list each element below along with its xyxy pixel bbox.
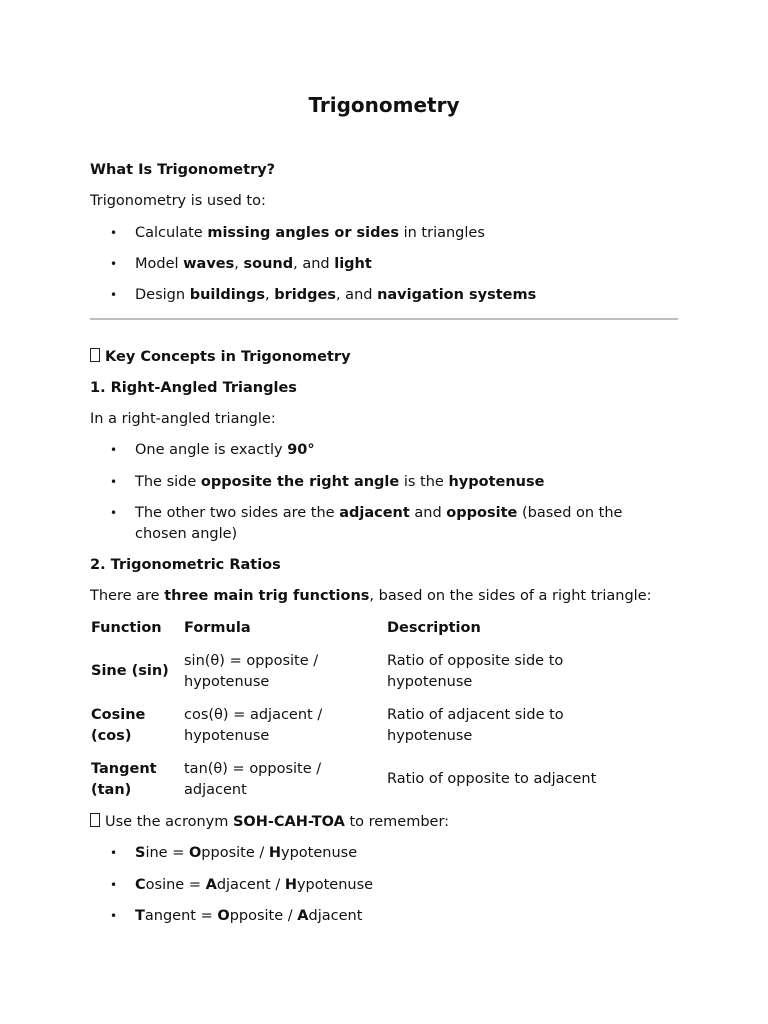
missing-glyph-icon bbox=[90, 813, 100, 827]
section1-bullet: • The side opposite the right angle is the hypotenuse bbox=[135, 472, 683, 493]
intro-bullet: • Model waves, sound, and light bbox=[135, 254, 683, 275]
table-header-description: Description bbox=[387, 620, 481, 636]
table-cell-function: Sine (sin) bbox=[91, 663, 169, 679]
acronym-bullet: • Tangent = Opposite / Adjacent bbox=[135, 906, 683, 927]
table-cell-formula: cos(θ) = adjacent / hypotenuse bbox=[184, 707, 323, 744]
section1-bullet: • One angle is exactly 90° bbox=[135, 440, 683, 461]
table-cell-formula: tan(θ) = opposite / adjacent bbox=[184, 761, 322, 798]
section2-lead: There are three main trig functions, based on the sides of a right triangle: bbox=[90, 588, 652, 604]
acronym-lead-text: Use the acronym SOH-CAH-TOA to remember: bbox=[105, 814, 450, 830]
section1-lead: In a right-angled triangle: bbox=[90, 411, 276, 427]
intro-bullet: • Calculate missing angles or sides in triangles bbox=[135, 223, 683, 244]
table-cell-function: Tangent (tan) bbox=[91, 761, 157, 798]
acronym-lead bbox=[90, 812, 449, 833]
table-cell-description: Ratio of adjacent side to hypotenuse bbox=[387, 707, 564, 744]
intro-lead: Trigonometry is used to: bbox=[90, 193, 266, 209]
section1-bullet: • The other two sides are the adjacent and opposite (based on the chosen angle) bbox=[135, 503, 655, 545]
missing-glyph-icon bbox=[90, 348, 100, 362]
table-header-function: Function bbox=[91, 620, 162, 636]
section1-heading: 1. Right-Angled Triangles bbox=[90, 380, 297, 396]
table-cell-description: Ratio of opposite side to hypotenuse bbox=[387, 653, 564, 690]
key-concepts-heading bbox=[90, 347, 351, 368]
acronym-bullet: • Sine = Opposite / Hypotenuse bbox=[135, 843, 683, 864]
table-cell-function: Cosine (cos) bbox=[91, 707, 146, 744]
section2-heading: 2. Trigonometric Ratios bbox=[90, 557, 281, 573]
table-header-formula: Formula bbox=[184, 620, 251, 636]
table-cell-description: Ratio of opposite to adjacent bbox=[387, 771, 597, 787]
section-divider bbox=[90, 318, 678, 320]
intro-bullet: • Design buildings, bridges, and navigation systems bbox=[135, 285, 683, 306]
key-concepts-heading-text: Key Concepts in Trigonometry bbox=[105, 349, 351, 365]
table-cell-formula: sin(θ) = opposite / hypotenuse bbox=[184, 653, 319, 690]
page-title: Trigonometry bbox=[308, 93, 460, 117]
intro-heading: What Is Trigonometry? bbox=[90, 162, 276, 178]
acronym-bullet: • Cosine = Adjacent / Hypotenuse bbox=[135, 875, 683, 896]
